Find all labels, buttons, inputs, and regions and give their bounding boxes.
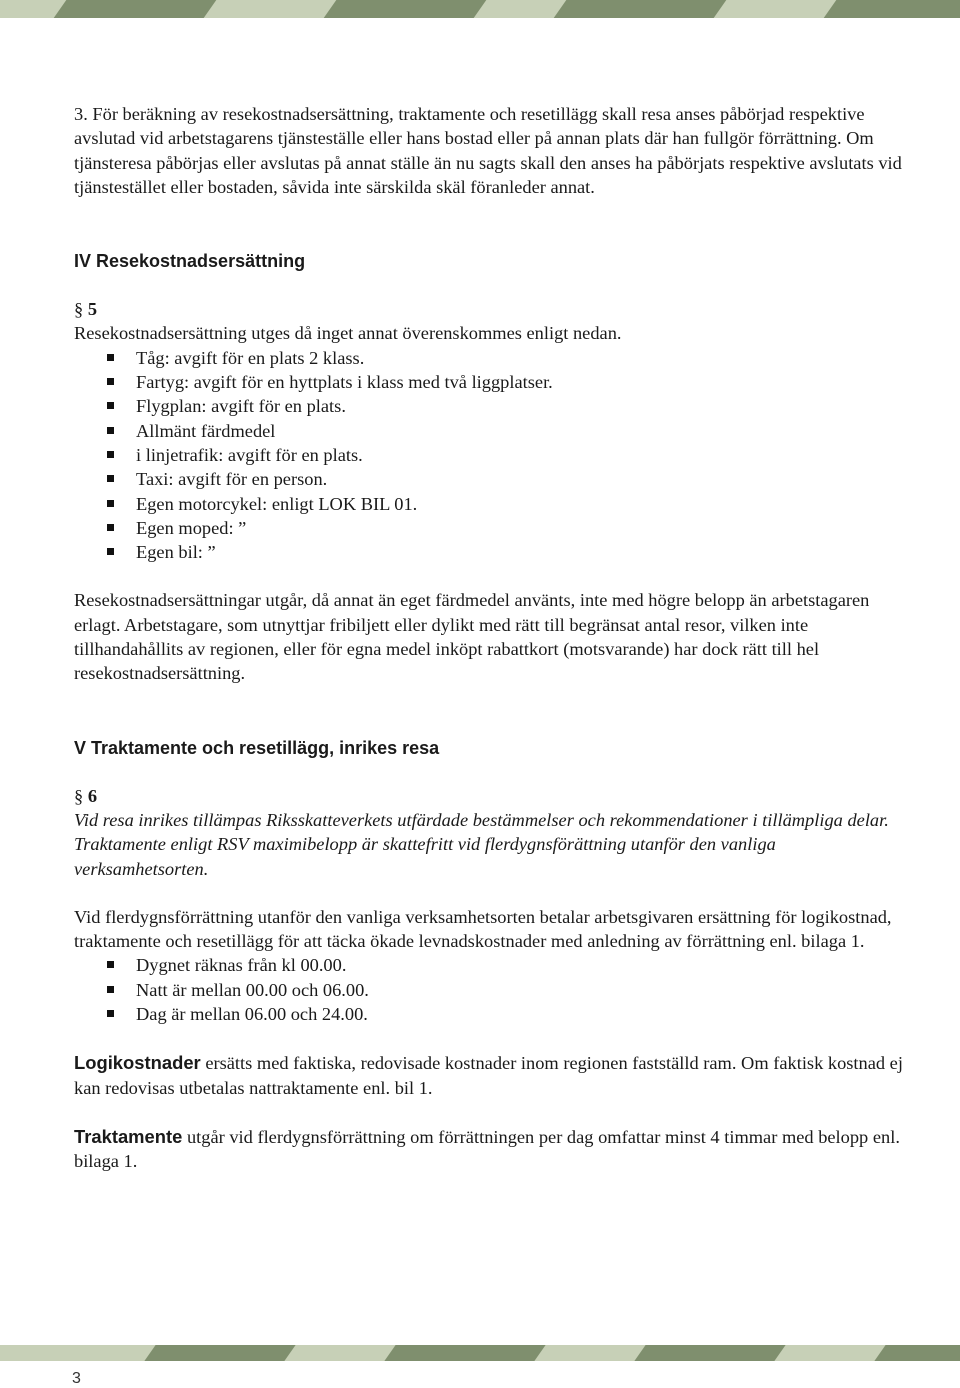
square-bullet-icon — [107, 548, 114, 555]
traktamente-paragraph — [74, 1125, 904, 1174]
square-bullet-icon — [107, 451, 114, 458]
square-bullet-icon — [107, 402, 114, 409]
list-item: Allmänt färdmedel — [74, 419, 904, 443]
header-decoration-band — [0, 0, 960, 18]
square-bullet-icon — [107, 475, 114, 482]
section-iv-closing: Resekostnadsersättningar utgår, då annat än eget färdmedel använts, inte med högre belopp än arbetstagaren erlagt. Arbetstagare, som utnyttjar fribiljett eller dylikt med rätt till begränsat antal resor, vilken inte tillhandahållits av regionen, eller för egna medel inköpt rabattkort (motsvarande) har dock rätt till hel resekostnadsersättning. — [74, 590, 870, 684]
paragraph-number: 6 — [87, 785, 98, 806]
paragraph-symbol: § — [74, 299, 84, 320]
logi-text: ersätts med faktiska, redovisade kostnader inom regionen fastställd ram. Om faktisk kostnad ej kan redovisas utbetalas nattraktamente enl. bil 1. — [74, 1053, 903, 1098]
list-item: Egen moped: ” — [74, 516, 904, 540]
time-rules-list — [74, 953, 904, 1026]
intro-paragraph: 3. För beräkning av resekostnadsersättning, traktamente och resetillägg skall resa anses påbörjad respektive avslutad vid arbetstagarens tjänsteställe eller hans bostad eller på annan plats där han fullgör förrättning. Om tjänsteresa påbörjas eller avslutas på annat ställe än nu sagts skall den anses ha påbörjats respektive avslutats vid tjänstestället eller bostaden, såvida inte särskilda skäl föranleder annat. — [74, 104, 902, 197]
paragraph-number: 5 — [87, 299, 98, 320]
list-item: Egen motorcykel: enligt LOK BIL 01. — [74, 492, 904, 516]
section-iv-heading: IV Resekostnadsersättning — [74, 251, 306, 272]
square-bullet-icon — [107, 961, 114, 968]
travel-cost-list — [74, 346, 904, 565]
paragraph-symbol: § — [74, 785, 84, 806]
square-bullet-icon — [107, 524, 114, 531]
logi-label: Logikostnader — [74, 1052, 201, 1074]
list-item: Dygnet räknas från kl 00.00. — [74, 953, 904, 977]
list-item: Taxi: avgift för en person. — [74, 467, 904, 491]
traktamente-text: utgår vid flerdygnsförrättning om förrättningen per dag omfattar minst 4 timmar med belopp enl. bilaga 1. — [74, 1126, 900, 1172]
square-bullet-icon — [107, 500, 114, 507]
list-item: i linjetrafik: avgift för en plats. — [74, 443, 904, 467]
document-body — [74, 102, 904, 1174]
list-item: Dag är mellan 06.00 och 24.00. — [74, 1002, 904, 1026]
paragraph-6-marker — [74, 784, 904, 808]
section-v-italic-note: Vid resa inrikes tillämpas Riksskatteverkets utfärdade bestämmelser och rekommendationer i tillämpliga delar. Traktamente enligt RSV maximibelopp är skattefritt vid flerdygnsförättning utanför den vanliga verksamhetsorten. — [74, 809, 889, 879]
list-item: Flygplan: avgift för en plats. — [74, 394, 904, 418]
square-bullet-icon — [107, 354, 114, 361]
traktamente-label: Traktamente — [74, 1125, 183, 1147]
section-v-body: Vid flerdygnsförrättning utanför den vanliga verksamhetsorten betalar arbetsgivaren ersättning för logikostnad, traktamente och resetillägg för att täcka ökade levnadskostnader med anledning av förrättning enl. bilaga 1. — [74, 906, 892, 952]
logi-paragraph — [74, 1051, 904, 1100]
square-bullet-icon — [107, 1010, 114, 1017]
page-number: 3 — [72, 1370, 81, 1387]
list-item: Fartyg: avgift för en hyttplats i klass med två liggplatser. — [74, 370, 904, 394]
section-v-heading: V Traktamente och resetillägg, inrikes resa — [74, 737, 440, 758]
paragraph-5-marker — [74, 297, 904, 321]
list-item: Tåg: avgift för en plats 2 klass. — [74, 346, 904, 370]
footer-decoration-band — [0, 1345, 960, 1361]
square-bullet-icon — [107, 427, 114, 434]
square-bullet-icon — [107, 378, 114, 385]
square-bullet-icon — [107, 986, 114, 993]
list-item: Egen bil: ” — [74, 540, 904, 564]
section-iv-lead: Resekostnadsersättning utges då inget annat överenskommes enligt nedan. — [74, 323, 622, 344]
list-item: Natt är mellan 00.00 och 06.00. — [74, 978, 904, 1002]
